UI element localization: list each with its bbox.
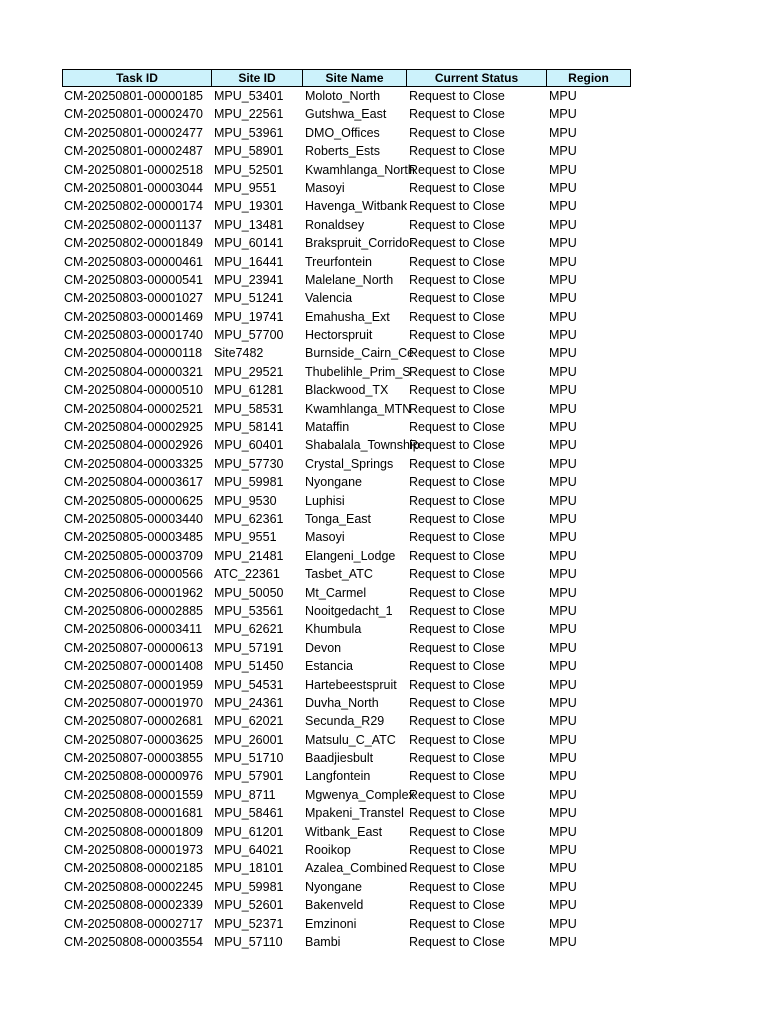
status-cell[interactable]: Request to Close (409, 346, 505, 361)
table-row[interactable] (62, 878, 631, 896)
status-cell[interactable]: Request to Close (409, 364, 505, 379)
site-id-cell[interactable]: MPU_64021 (214, 843, 284, 858)
status-cell[interactable]: Request to Close (409, 622, 505, 637)
site-id-cell[interactable]: MPU_62021 (214, 714, 284, 729)
status-cell[interactable]: Request to Close (409, 383, 505, 398)
task-id-cell[interactable]: CM-20250804-00002926 (64, 438, 203, 453)
region-cell[interactable]: MPU (549, 843, 577, 858)
region-cell[interactable]: MPU (549, 272, 577, 287)
site-name-cell[interactable]: Crystal_Springs (305, 456, 394, 471)
table-row[interactable] (62, 804, 631, 822)
site-name-cell[interactable]: Tasbet_ATC (305, 567, 373, 582)
table-row[interactable] (62, 142, 631, 160)
status-cell[interactable]: Request to Close (409, 272, 505, 287)
site-id-cell[interactable]: MPU_53401 (214, 89, 284, 103)
table-row[interactable] (62, 271, 631, 289)
header-task-id[interactable]: Task ID (62, 69, 212, 87)
site-name-cell[interactable]: DMO_Offices (305, 125, 380, 140)
status-cell[interactable]: Request to Close (409, 420, 505, 435)
task-id-cell[interactable]: CM-20250806-00003411 (64, 622, 203, 637)
task-id-cell[interactable]: CM-20250804-00002521 (64, 401, 203, 416)
site-name-cell[interactable]: Roberts_Ests (305, 144, 381, 159)
table-row[interactable] (62, 749, 631, 767)
header-region[interactable]: Region (547, 69, 631, 87)
status-cell[interactable]: Request to Close (409, 640, 505, 655)
site-name-cell[interactable]: Mataffin (305, 420, 350, 435)
region-cell[interactable]: MPU (549, 383, 577, 398)
header-current-status[interactable]: Current Status (407, 69, 547, 87)
site-id-cell[interactable]: MPU_51710 (214, 751, 284, 766)
status-cell[interactable]: Request to Close (409, 603, 505, 618)
task-id-cell[interactable]: CM-20250802-00001849 (64, 236, 203, 251)
site-id-cell[interactable]: MPU_53961 (214, 125, 284, 140)
status-cell[interactable]: Request to Close (409, 659, 505, 674)
table-row[interactable] (62, 381, 631, 399)
table-row[interactable] (62, 418, 631, 436)
region-cell[interactable]: MPU (549, 714, 577, 729)
region-cell[interactable]: MPU (549, 622, 577, 637)
task-id-cell[interactable]: CM-20250808-00001809 (64, 824, 203, 839)
status-cell[interactable]: Request to Close (409, 879, 505, 894)
task-id-cell[interactable]: CM-20250801-00002487 (64, 144, 203, 159)
region-cell[interactable]: MPU (549, 787, 577, 802)
table-row[interactable] (62, 896, 631, 914)
region-cell[interactable]: MPU (549, 475, 577, 490)
site-id-cell[interactable]: MPU_19741 (214, 309, 284, 324)
status-cell[interactable]: Request to Close (409, 585, 505, 600)
site-id-cell[interactable]: MPU_51241 (214, 291, 284, 306)
region-cell[interactable]: MPU (549, 199, 577, 214)
site-id-cell[interactable]: Site7482 (214, 346, 264, 361)
site-name-cell[interactable]: Elangeni_Lodge (305, 548, 396, 563)
region-cell[interactable]: MPU (549, 309, 577, 324)
site-id-cell[interactable]: MPU_57191 (214, 640, 284, 655)
site-name-cell[interactable]: Burnside_Cairn_Ce (305, 346, 415, 361)
site-name-cell[interactable]: Mgwenya_Complex (305, 787, 415, 802)
status-cell[interactable]: Request to Close (409, 438, 505, 453)
table-row[interactable] (62, 547, 631, 565)
site-name-cell[interactable]: Baadjiesbult (305, 751, 374, 766)
site-id-cell[interactable]: MPU_51450 (214, 659, 284, 674)
table-row[interactable] (62, 510, 631, 528)
site-id-cell[interactable]: MPU_60401 (214, 438, 284, 453)
region-cell[interactable]: MPU (549, 659, 577, 674)
status-cell[interactable]: Request to Close (409, 475, 505, 490)
status-cell[interactable]: Request to Close (409, 89, 505, 103)
region-cell[interactable]: MPU (549, 548, 577, 563)
site-id-cell[interactable]: MPU_62361 (214, 511, 284, 526)
task-id-cell[interactable]: CM-20250804-00002925 (64, 420, 203, 435)
table-row[interactable] (62, 253, 631, 271)
task-id-cell[interactable]: CM-20250808-00001559 (64, 787, 203, 802)
status-cell[interactable]: Request to Close (409, 291, 505, 306)
region-cell[interactable]: MPU (549, 291, 577, 306)
site-id-cell[interactable]: MPU_57700 (214, 328, 284, 343)
task-id-cell[interactable]: CM-20250805-00003440 (64, 511, 203, 526)
site-id-cell[interactable]: ATC_22361 (214, 567, 280, 582)
status-cell[interactable]: Request to Close (409, 493, 505, 508)
site-name-cell[interactable]: Mt_Carmel (305, 585, 367, 600)
region-cell[interactable]: MPU (549, 769, 577, 784)
site-id-cell[interactable]: MPU_18101 (214, 861, 284, 876)
task-id-cell[interactable]: CM-20250801-00002477 (64, 125, 203, 140)
table-row[interactable] (62, 105, 631, 123)
site-name-cell[interactable]: Nyongane (305, 475, 362, 490)
status-cell[interactable]: Request to Close (409, 511, 505, 526)
site-name-cell[interactable]: Matsulu_C_ATC (305, 732, 396, 747)
site-id-cell[interactable]: MPU_57901 (214, 769, 284, 784)
site-name-cell[interactable]: Malelane_North (305, 272, 394, 287)
task-id-cell[interactable]: CM-20250802-00001137 (64, 217, 203, 232)
status-cell[interactable]: Request to Close (409, 695, 505, 710)
table-row[interactable] (62, 565, 631, 583)
site-name-cell[interactable]: Luphisi (305, 493, 345, 508)
region-cell[interactable]: MPU (549, 456, 577, 471)
status-cell[interactable]: Request to Close (409, 107, 505, 122)
site-id-cell[interactable]: MPU_26001 (214, 732, 284, 747)
region-cell[interactable]: MPU (549, 144, 577, 159)
task-id-cell[interactable]: CM-20250804-00000321 (64, 364, 203, 379)
table-row[interactable] (62, 767, 631, 785)
table-row[interactable] (62, 859, 631, 877)
status-cell[interactable]: Request to Close (409, 677, 505, 692)
status-cell[interactable]: Request to Close (409, 199, 505, 214)
region-cell[interactable]: MPU (549, 328, 577, 343)
task-id-cell[interactable]: CM-20250808-00003554 (64, 934, 203, 949)
table-row[interactable] (62, 492, 631, 510)
region-cell[interactable]: MPU (549, 806, 577, 821)
table-row[interactable] (62, 289, 631, 307)
table-row[interactable] (62, 326, 631, 344)
table-row[interactable] (62, 528, 631, 546)
site-name-cell[interactable]: Kwamhlanga_North (305, 162, 415, 177)
task-id-cell[interactable]: CM-20250807-00003855 (64, 751, 203, 766)
task-id-cell[interactable]: CM-20250801-00003044 (64, 180, 203, 195)
table-row[interactable] (62, 786, 631, 804)
table-row[interactable] (62, 436, 631, 454)
task-id-cell[interactable]: CM-20250804-00003325 (64, 456, 203, 471)
site-id-cell[interactable]: MPU_59981 (214, 475, 284, 490)
status-cell[interactable]: Request to Close (409, 769, 505, 784)
site-name-cell[interactable]: Emzinoni (305, 916, 357, 931)
table-row[interactable] (62, 602, 631, 620)
task-id-cell[interactable]: CM-20250807-00002681 (64, 714, 203, 729)
table-row[interactable] (62, 694, 631, 712)
status-cell[interactable]: Request to Close (409, 898, 505, 913)
region-cell[interactable]: MPU (549, 640, 577, 655)
status-cell[interactable]: Request to Close (409, 934, 505, 949)
task-id-cell[interactable]: CM-20250805-00003485 (64, 530, 203, 545)
region-cell[interactable]: MPU (549, 346, 577, 361)
site-name-cell[interactable]: Nyongane (305, 879, 362, 894)
status-cell[interactable]: Request to Close (409, 787, 505, 802)
site-id-cell[interactable]: MPU_9530 (214, 493, 277, 508)
task-id-cell[interactable]: CM-20250803-00001740 (64, 328, 203, 343)
site-name-cell[interactable]: Hartebeestspruit (305, 677, 397, 692)
status-cell[interactable]: Request to Close (409, 567, 505, 582)
table-row[interactable] (62, 915, 631, 933)
table-row[interactable] (62, 731, 631, 749)
region-cell[interactable]: MPU (549, 438, 577, 453)
task-table (62, 69, 631, 951)
task-id-cell[interactable]: CM-20250805-00003709 (64, 548, 203, 563)
site-name-cell[interactable]: Kwamhlanga_MTN (305, 401, 412, 416)
site-name-cell[interactable]: Witbank_East (305, 824, 383, 839)
task-id-cell[interactable]: CM-20250803-00001027 (64, 291, 203, 306)
header-site-id[interactable]: Site ID (212, 69, 303, 87)
task-id-cell[interactable]: CM-20250803-00000461 (64, 254, 203, 269)
site-id-cell[interactable]: MPU_13481 (214, 217, 284, 232)
table-row[interactable] (62, 676, 631, 694)
site-name-cell[interactable]: Khumbula (305, 622, 362, 637)
table-row[interactable] (62, 584, 631, 602)
task-id-cell[interactable]: CM-20250802-00000174 (64, 199, 203, 214)
site-name-cell[interactable]: Valencia (305, 291, 353, 306)
site-name-cell[interactable]: Rooikop (305, 843, 351, 858)
region-cell[interactable]: MPU (549, 125, 577, 140)
status-cell[interactable]: Request to Close (409, 824, 505, 839)
site-name-cell[interactable]: Masoyi (305, 530, 345, 545)
task-id-cell[interactable]: CM-20250803-00000541 (64, 272, 203, 287)
site-id-cell[interactable]: MPU_61281 (214, 383, 284, 398)
table-row[interactable] (62, 400, 631, 418)
region-cell[interactable]: MPU (549, 934, 577, 949)
site-name-cell[interactable]: Azalea_Combined (305, 861, 408, 876)
site-name-cell[interactable]: Hectorspruit (305, 328, 373, 343)
site-id-cell[interactable]: MPU_59981 (214, 879, 284, 894)
task-id-cell[interactable]: CM-20250803-00001469 (64, 309, 203, 324)
region-cell[interactable]: MPU (549, 236, 577, 251)
site-name-cell[interactable]: Nooitgedacht_1 (305, 603, 393, 618)
status-cell[interactable]: Request to Close (409, 806, 505, 821)
region-cell[interactable]: MPU (549, 585, 577, 600)
site-id-cell[interactable]: MPU_57730 (214, 456, 284, 471)
site-id-cell[interactable]: MPU_52501 (214, 162, 284, 177)
region-cell[interactable]: MPU (549, 493, 577, 508)
region-cell[interactable]: MPU (549, 751, 577, 766)
status-cell[interactable]: Request to Close (409, 732, 505, 747)
site-name-cell[interactable]: Secunda_R29 (305, 714, 385, 729)
site-name-cell[interactable]: Duvha_North (305, 695, 379, 710)
task-id-cell[interactable]: CM-20250807-00003625 (64, 732, 203, 747)
region-cell[interactable]: MPU (549, 162, 577, 177)
table-row[interactable] (62, 87, 631, 105)
site-id-cell[interactable]: MPU_57110 (214, 934, 283, 949)
table-row[interactable] (62, 639, 631, 657)
task-id-cell[interactable]: CM-20250808-00002717 (64, 916, 203, 931)
site-name-cell[interactable]: Emahusha_Ext (305, 309, 390, 324)
region-cell[interactable]: MPU (549, 364, 577, 379)
table-row[interactable] (62, 657, 631, 675)
task-id-cell[interactable]: CM-20250801-00002518 (64, 162, 203, 177)
status-cell[interactable]: Request to Close (409, 328, 505, 343)
status-cell[interactable]: Request to Close (409, 751, 505, 766)
site-name-cell[interactable]: Bakenveld (305, 898, 364, 913)
site-name-cell[interactable]: Masoyi (305, 180, 345, 195)
region-cell[interactable]: MPU (549, 530, 577, 545)
status-cell[interactable]: Request to Close (409, 309, 505, 324)
status-cell[interactable]: Request to Close (409, 162, 505, 177)
site-name-cell[interactable]: Moloto_North (305, 89, 381, 103)
site-name-cell[interactable]: Treurfontein (305, 254, 372, 269)
site-id-cell[interactable]: MPU_62621 (214, 622, 284, 637)
status-cell[interactable]: Request to Close (409, 125, 505, 140)
task-id-cell[interactable]: CM-20250807-00001970 (64, 695, 203, 710)
site-id-cell[interactable]: MPU_21481 (214, 548, 284, 563)
task-id-cell[interactable]: CM-20250805-00000625 (64, 493, 203, 508)
status-cell[interactable]: Request to Close (409, 861, 505, 876)
site-id-cell[interactable]: MPU_58531 (214, 401, 284, 416)
site-name-cell[interactable]: Bambi (305, 934, 341, 949)
task-id-cell[interactable]: CM-20250804-00003617 (64, 475, 203, 490)
table-body (62, 87, 631, 951)
region-cell[interactable]: MPU (549, 420, 577, 435)
region-cell[interactable]: MPU (549, 732, 577, 747)
region-cell[interactable]: MPU (549, 254, 577, 269)
site-id-cell[interactable]: MPU_60141 (214, 236, 284, 251)
site-id-cell[interactable]: MPU_8711 (214, 787, 276, 802)
site-id-cell[interactable]: MPU_22561 (214, 107, 284, 122)
region-cell[interactable]: MPU (549, 695, 577, 710)
status-cell[interactable]: Request to Close (409, 217, 505, 232)
status-cell[interactable]: Request to Close (409, 236, 505, 251)
table-header (62, 69, 631, 87)
task-id-cell[interactable]: CM-20250801-00002470 (64, 107, 203, 122)
site-id-cell[interactable]: MPU_52371 (214, 916, 284, 931)
task-id-cell[interactable]: CM-20250807-00001408 (64, 659, 203, 674)
status-cell[interactable]: Request to Close (409, 456, 505, 471)
site-name-cell[interactable]: Havenga_Witbank (305, 199, 408, 214)
status-cell[interactable]: Request to Close (409, 144, 505, 159)
region-cell[interactable]: MPU (549, 567, 577, 582)
table-row[interactable] (62, 344, 631, 362)
site-id-cell[interactable]: MPU_58901 (214, 144, 284, 159)
site-name-cell[interactable]: Estancia (305, 659, 353, 674)
region-cell[interactable]: MPU (549, 217, 577, 232)
table-row[interactable] (62, 823, 631, 841)
table-row[interactable] (62, 216, 631, 234)
status-cell[interactable]: Request to Close (409, 714, 505, 729)
site-name-cell[interactable]: Gutshwa_East (305, 107, 387, 122)
site-name-cell[interactable]: Thubelihle_Prim_S (305, 364, 411, 379)
task-id-cell[interactable]: CM-20250806-00001962 (64, 585, 203, 600)
region-cell[interactable]: MPU (549, 107, 577, 122)
task-id-cell[interactable]: CM-20250806-00000566 (64, 567, 203, 582)
site-id-cell[interactable]: MPU_9551 (214, 530, 277, 545)
task-id-cell[interactable]: CM-20250808-00002339 (64, 898, 203, 913)
status-cell[interactable]: Request to Close (409, 916, 505, 931)
site-id-cell[interactable]: MPU_53561 (214, 603, 284, 618)
table-row[interactable] (62, 933, 631, 951)
table-row[interactable] (62, 161, 631, 179)
site-name-cell[interactable]: Ronaldsey (305, 217, 365, 232)
status-cell[interactable]: Request to Close (409, 180, 505, 195)
table-row[interactable] (62, 455, 631, 473)
site-id-cell[interactable]: MPU_9551 (214, 180, 277, 195)
site-name-cell[interactable]: Brakspruit_Corridor (305, 236, 414, 251)
site-id-cell[interactable]: MPU_58141 (214, 420, 284, 435)
table-row[interactable] (62, 363, 631, 381)
site-id-cell[interactable]: MPU_54531 (214, 677, 284, 692)
site-id-cell[interactable]: MPU_16441 (214, 254, 284, 269)
status-cell[interactable]: Request to Close (409, 530, 505, 545)
task-id-cell[interactable]: CM-20250808-00001681 (64, 806, 203, 821)
task-id-cell[interactable]: CM-20250808-00000976 (64, 769, 203, 784)
region-cell[interactable]: MPU (549, 898, 577, 913)
region-cell[interactable]: MPU (549, 879, 577, 894)
site-id-cell[interactable]: MPU_19301 (214, 199, 284, 214)
region-cell[interactable]: MPU (549, 89, 577, 103)
site-name-cell[interactable]: Devon (305, 640, 342, 655)
table-row[interactable] (62, 124, 631, 142)
table-row[interactable] (62, 234, 631, 252)
task-id-cell[interactable]: CM-20250807-00000613 (64, 640, 203, 655)
table-row[interactable] (62, 308, 631, 326)
table-row[interactable] (62, 841, 631, 859)
table-row[interactable] (62, 473, 631, 491)
task-id-cell[interactable]: CM-20250801-00000185 (64, 89, 203, 103)
site-name-cell[interactable]: Mpakeni_Transtel (305, 806, 404, 821)
region-cell[interactable]: MPU (549, 603, 577, 618)
site-id-cell[interactable]: MPU_61201 (214, 824, 284, 839)
task-id-cell[interactable]: CM-20250808-00002245 (64, 879, 203, 894)
header-site-name[interactable]: Site Name (303, 69, 407, 87)
table-row[interactable] (62, 620, 631, 638)
region-cell[interactable]: MPU (549, 180, 577, 195)
site-id-cell[interactable]: MPU_52601 (214, 898, 284, 913)
table-row[interactable] (62, 197, 631, 215)
status-cell[interactable]: Request to Close (409, 843, 505, 858)
site-name-cell[interactable]: Langfontein (305, 769, 371, 784)
region-cell[interactable]: MPU (549, 916, 577, 931)
task-id-cell[interactable]: CM-20250808-00002185 (64, 861, 203, 876)
region-cell[interactable]: MPU (549, 677, 577, 692)
site-name-cell[interactable]: Blackwood_TX (305, 383, 389, 398)
site-id-cell[interactable]: MPU_24361 (214, 695, 284, 710)
table-row[interactable] (62, 179, 631, 197)
region-cell[interactable]: MPU (549, 511, 577, 526)
site-id-cell[interactable]: MPU_50050 (214, 585, 284, 600)
task-id-cell[interactable]: CM-20250804-00000118 (64, 346, 203, 361)
status-cell[interactable]: Request to Close (409, 254, 505, 269)
site-id-cell[interactable]: MPU_23941 (214, 272, 284, 287)
status-cell[interactable]: Request to Close (409, 401, 505, 416)
task-id-cell[interactable]: CM-20250808-00001973 (64, 843, 203, 858)
site-name-cell[interactable]: Shabalala_Township (305, 438, 420, 453)
region-cell[interactable]: MPU (549, 401, 577, 416)
region-cell[interactable]: MPU (549, 824, 577, 839)
site-id-cell[interactable]: MPU_29521 (214, 364, 284, 379)
task-id-cell[interactable]: CM-20250807-00001959 (64, 677, 203, 692)
region-cell[interactable]: MPU (549, 861, 577, 876)
table-row[interactable] (62, 712, 631, 730)
task-id-cell[interactable]: CM-20250804-00000510 (64, 383, 203, 398)
site-name-cell[interactable]: Tonga_East (305, 511, 372, 526)
site-id-cell[interactable]: MPU_58461 (214, 806, 284, 821)
status-cell[interactable]: Request to Close (409, 548, 505, 563)
task-id-cell[interactable]: CM-20250806-00002885 (64, 603, 203, 618)
